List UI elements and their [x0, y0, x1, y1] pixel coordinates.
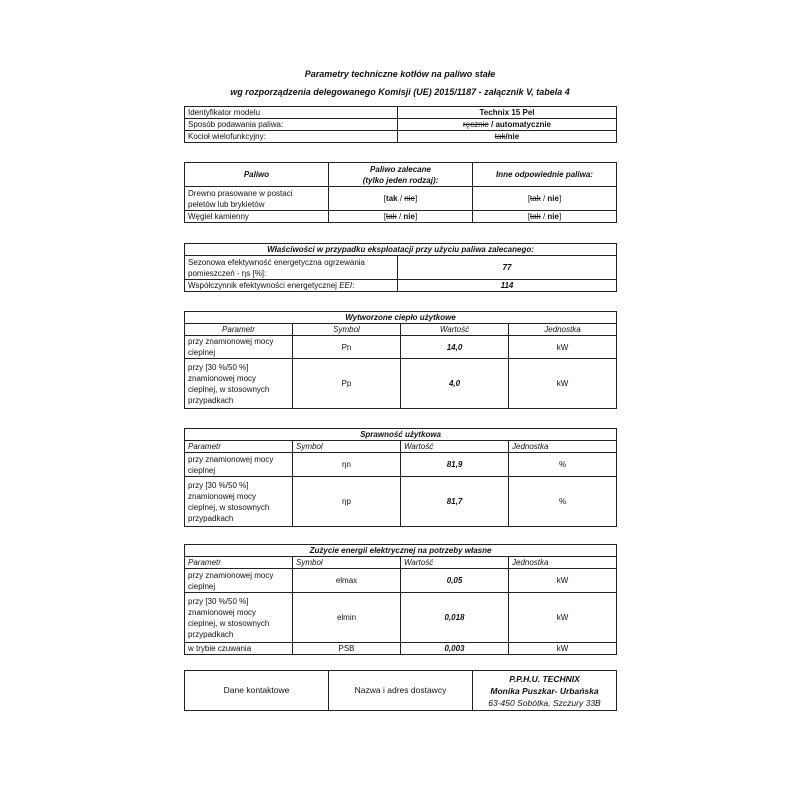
param-cell: przy znamionowej mocy cieplnej [185, 569, 293, 593]
unit-cell: % [509, 453, 617, 477]
param-cell: przy [30 %/50 %] znamionowej mocy cieplnej, w stosownych przypadkach [185, 593, 293, 643]
table-row [185, 593, 617, 643]
unit-cell: kW [509, 643, 617, 655]
value-cell: 14,0 [401, 336, 509, 359]
symbol-cell: PSB [293, 643, 401, 655]
fuel-other: [tak / nie] [473, 187, 617, 211]
eei-value: 114 [398, 280, 617, 292]
feed-value: ręcznie / automatycznie [398, 119, 617, 131]
page-title: Parametry techniczne kotłów na paliwo stałe [304, 69, 496, 79]
unit-cell: kW [509, 359, 617, 409]
symbol-cell: ηn [293, 453, 401, 477]
fuel-recommended: [tak / nie] [329, 211, 473, 223]
param-cell: przy [30 %/50 %] znamionowej mocy cieplnej, w stosownych przypadkach [185, 477, 293, 527]
efficiency-col-value: Wartość [401, 441, 509, 453]
table-row [185, 359, 617, 409]
unit-cell: kW [509, 593, 617, 643]
feed-manual: ręcznie [462, 120, 489, 129]
fuel-name: Węgiel kamienny [185, 211, 329, 223]
properties-table [184, 243, 617, 292]
efficiency-col-unit: Jednostka [509, 441, 617, 453]
supplier-details [473, 671, 617, 711]
param-cell: przy znamionowej mocy cieplnej [185, 336, 293, 359]
symbol-cell: ηp [293, 477, 401, 527]
table-row [185, 477, 617, 527]
heat-col-symbol: Symbol [293, 324, 401, 336]
value-cell: 81,7 [401, 477, 509, 527]
table-row [185, 569, 617, 593]
supplier-company: P.P.H.U. TECHNIX [509, 673, 580, 684]
param-cell: przy [30 %/50 %] znamionowej mocy cieplnej, w stosownych przypadkach [185, 359, 293, 409]
symbol-cell: Pp [293, 359, 401, 409]
value-cell: 0,003 [401, 643, 509, 655]
electricity-col-value: Wartość [401, 557, 509, 569]
heat-col-value: Wartość [401, 324, 509, 336]
efficiency-col-symbol: Symbol [293, 441, 401, 453]
table-row [185, 187, 617, 211]
heat-title: Wytworzone ciepło użytkowe [185, 312, 617, 324]
table-row [185, 336, 617, 359]
supplier-address: 63-450 Sobótka, Szczury 33B [488, 697, 601, 708]
fuel-col-recommended: Paliwo zalecane (tylko jeden rodzaj): [329, 163, 473, 187]
value-cell: 0,018 [401, 593, 509, 643]
table-row [185, 643, 617, 655]
heat-col-unit: Jednostka [509, 324, 617, 336]
electricity-table [184, 544, 617, 655]
electricity-title: Zużycie energii elektrycznej na potrzeby własne [185, 545, 617, 557]
contact-table [184, 670, 617, 711]
seasonal-efficiency-label: Sezonowa efektywność energetyczna ogrzewania pomieszczeń - ηs [%]: [185, 256, 398, 280]
value-cell: 81,9 [401, 453, 509, 477]
multi-label: Kocioł wielofunkcyjny: [185, 131, 398, 143]
fuel-recommended: [tak / nie] [329, 187, 473, 211]
value-cell: 0,05 [401, 569, 509, 593]
electricity-col-param: Parametr [185, 557, 293, 569]
efficiency-title: Sprawność użytkowa [185, 429, 617, 441]
eei-label: Współczynnik efektywności energetycznej EEI: [185, 280, 398, 292]
fuel-table [184, 162, 617, 223]
feed-auto: automatycznie [495, 120, 552, 129]
unit-cell: kW [509, 336, 617, 359]
fuel-name: Drewno prasowane w postaci peletów lub brykietów [185, 187, 329, 211]
supplier-label: Nazwa i adres dostawcy [329, 671, 473, 711]
contact-label: Dane kontaktowe [185, 671, 329, 711]
multi-no: nie [507, 132, 520, 141]
heat-col-param: Parametr [185, 324, 293, 336]
properties-title: Właściwości w przypadku eksploatacji przy użyciu paliwa zalecanego: [185, 244, 617, 256]
value-cell: 4,0 [401, 359, 509, 409]
model-id-value: Technix 15 Pel [398, 107, 617, 119]
efficiency-table [184, 428, 617, 527]
fuel-col-fuel: Paliwo [185, 163, 329, 187]
param-cell: w trybie czuwania [185, 643, 293, 655]
model-table [184, 106, 617, 143]
table-row [185, 453, 617, 477]
feed-label: Sposób podawania paliwa: [185, 119, 398, 131]
symbol-cell: Pn [293, 336, 401, 359]
unit-cell: kW [509, 569, 617, 593]
model-id-label: Identyfikator modelu [185, 107, 398, 119]
electricity-col-unit: Jednostka [509, 557, 617, 569]
symbol-cell: elmin [293, 593, 401, 643]
unit-cell: % [509, 477, 617, 527]
page-subtitle: wg rozporządzenia delegowanego Komisji (UE) 2015/1187 - załącznik V, tabela 4 [230, 87, 570, 97]
fuel-col-other: Inne odpowiednie paliwa: [473, 163, 617, 187]
efficiency-col-param: Parametr [185, 441, 293, 453]
supplier-person: Monika Puszkar- Urbańska [490, 685, 599, 696]
table-row [185, 211, 617, 223]
param-cell: przy znamionowej mocy cieplnej [185, 453, 293, 477]
electricity-col-symbol: Symbol [293, 557, 401, 569]
heat-table [184, 311, 617, 409]
fuel-other: [tak / nie] [473, 211, 617, 223]
multi-value: tak/nie [398, 131, 617, 143]
multi-yes: tak [494, 132, 506, 141]
symbol-cell: elmax [293, 569, 401, 593]
seasonal-efficiency-value: 77 [398, 256, 617, 280]
